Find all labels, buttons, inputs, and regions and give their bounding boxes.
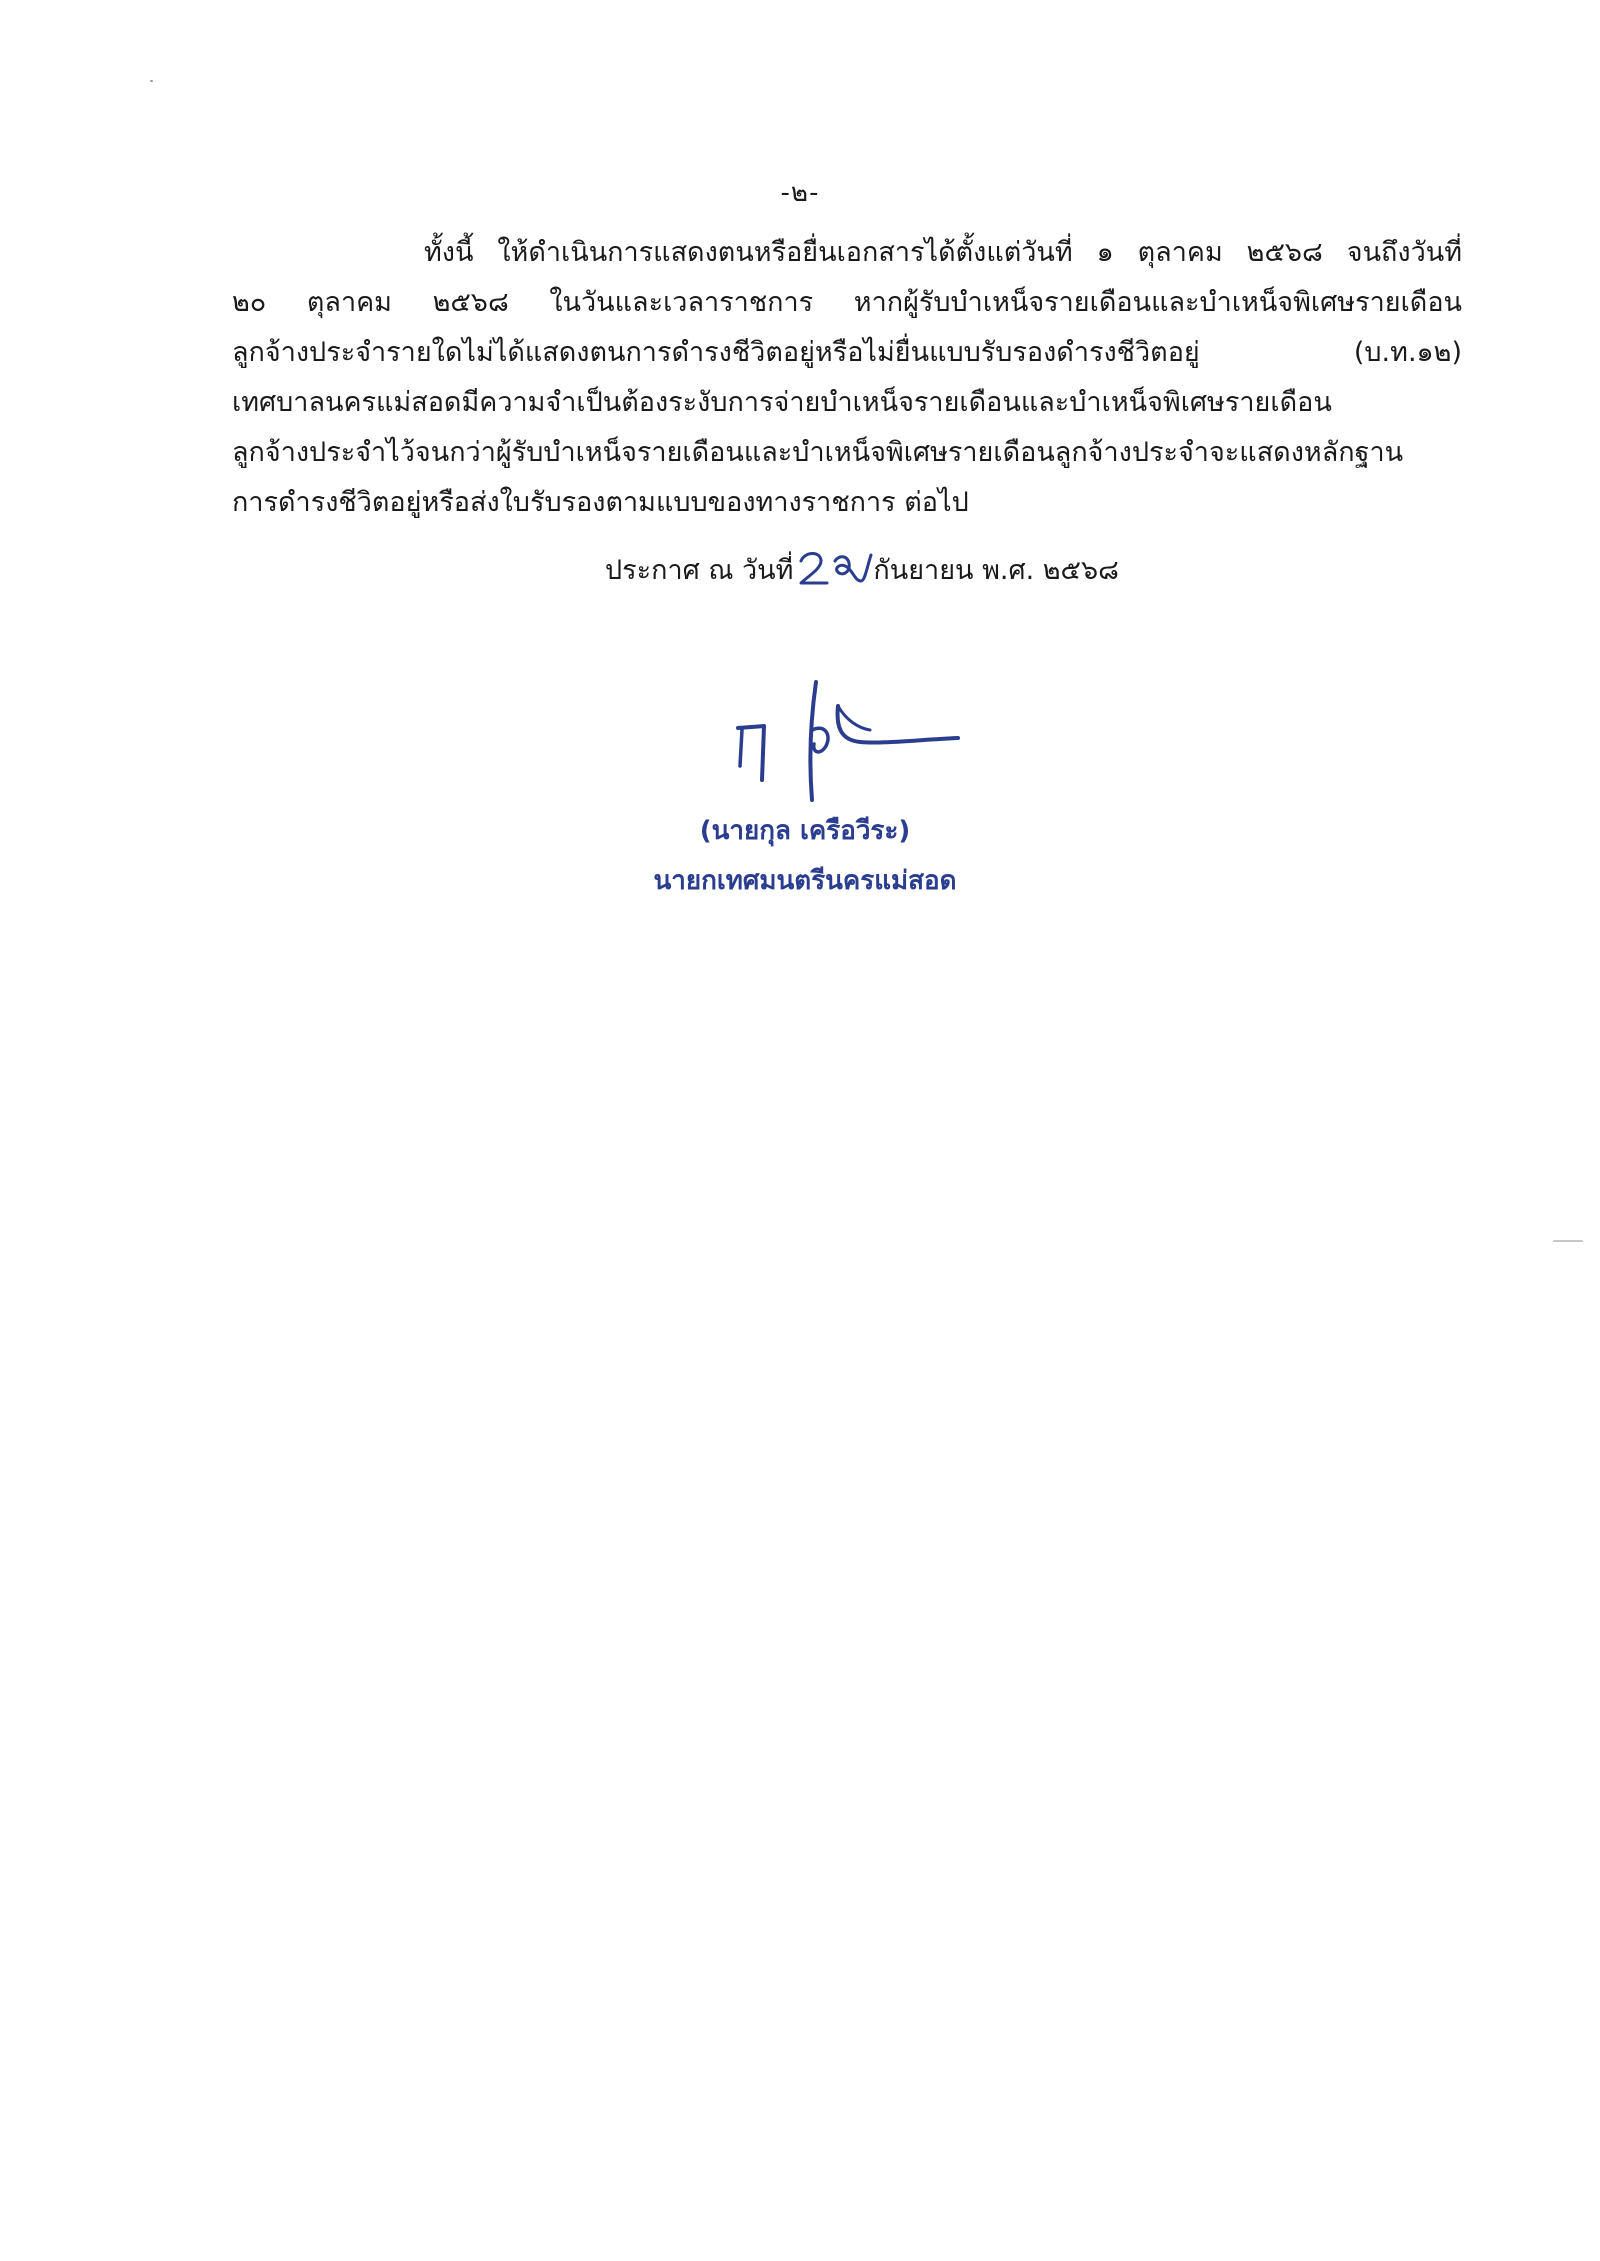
page-number: -๒- bbox=[780, 178, 820, 208]
announcement-prefix: ประกาศ ณ วันที่ bbox=[605, 555, 794, 586]
paragraph-line: ลูกจ้างประจำไว้จนกว่าผู้รับบำเหน็จรายเดือนและบำเหน็จพิเศษรายเดือนลูกจ้างประจำจะแสดงหลักฐาน bbox=[232, 437, 1404, 468]
handwritten-day bbox=[793, 555, 873, 589]
paragraph-line: ลูกจ้างประจำรายใดไม่ได้แสดงตนการดำรงชีวิตอยู่หรือไม่ยื่นแบบรับรองดำรงชีวิตอยู่ (บ.ท.๑๒) bbox=[232, 337, 1462, 368]
paragraph-line: ๒๐ ตุลาคม ๒๕๖๘ ในวันและเวลาราชการ หากผู้รับบำเหน็จรายเดือนและบำเหน็จพิเศษรายเดือน bbox=[232, 287, 1462, 318]
paragraph-line: ทั้งนี้ ให้ดำเนินการแสดงตนหรือยื่นเอกสารได้ตั้งแต่วันที่ ๑ ตุลาคม ๒๕๖๘ จนถึงวันที่ bbox=[424, 237, 1462, 268]
announcement-date bbox=[605, 554, 1119, 589]
paragraph-line: การดำรงชีวิตอยู่หรือส่งใบรับรองตามแบบของทางราชการ ต่อไป bbox=[232, 487, 969, 518]
scan-speck bbox=[1553, 1240, 1583, 1242]
scan-speck bbox=[150, 80, 153, 82]
announcement-suffix: กันยายน พ.ศ. ๒๕๖๘ bbox=[873, 555, 1119, 586]
signer-title: นายกเทศมนตรีนครแม่สอด bbox=[653, 866, 957, 896]
signer-name: (นายกุล เครือวีระ) bbox=[699, 816, 911, 846]
handwritten-day-glyph bbox=[795, 547, 875, 591]
paragraph-line: เทศบาลนครแม่สอดมีความจำเป็นต้องระงับการจ่ายบำเหน็จรายเดือนและบำเหน็จพิเศษรายเดือน bbox=[232, 387, 1332, 418]
signature bbox=[720, 670, 970, 810]
